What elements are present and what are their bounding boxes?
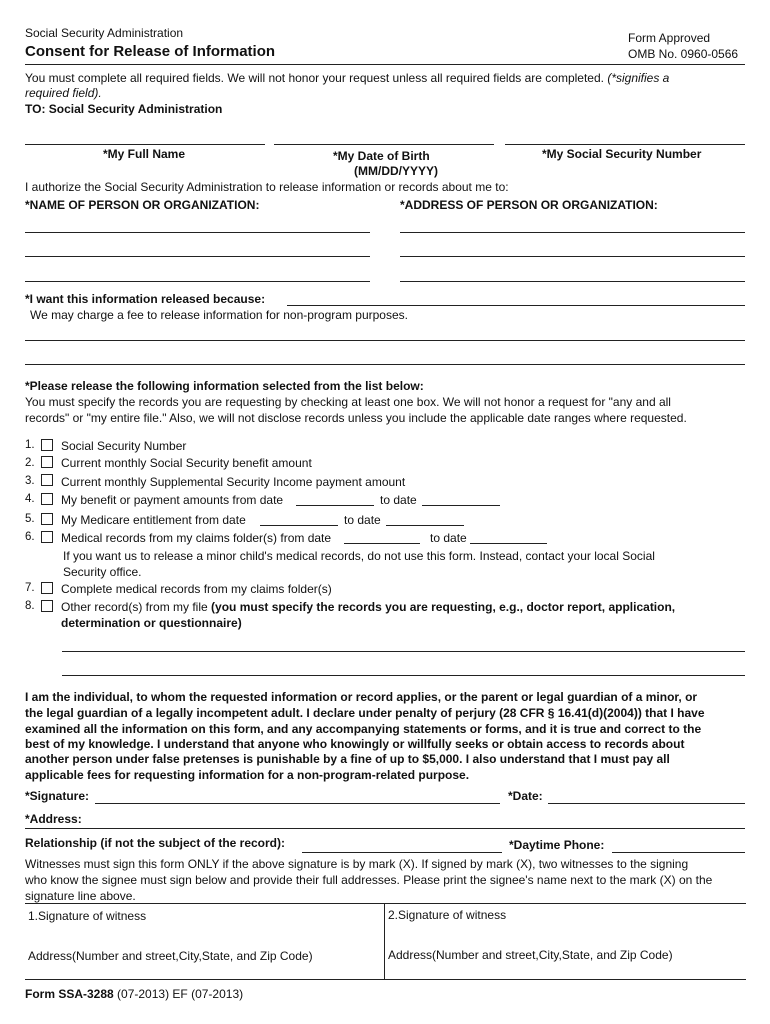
item-label-cont: determination or questionnaire) bbox=[61, 616, 242, 630]
witness-note-2: who know the signee must sign below and provide their full addresses. Please print the signee's name next to the mark (X) on the bbox=[25, 873, 713, 887]
item-label: Current monthly Supplemental Security Income payment amount bbox=[61, 475, 406, 489]
required-note: required field). bbox=[25, 86, 102, 100]
relationship-field[interactable] bbox=[302, 852, 502, 853]
witness-2-address[interactable]: Address(Number and street,City,State, and Zip Code) bbox=[388, 948, 673, 962]
recipient-address-field-1[interactable] bbox=[400, 232, 745, 233]
item-number: 7. bbox=[25, 582, 35, 594]
item-number: 3. bbox=[25, 475, 35, 487]
signature-label: *Signature: bbox=[25, 789, 90, 803]
signature-field[interactable] bbox=[95, 803, 500, 804]
form-footer: Form SSA-3288 (07-2013) EF (07-2013) bbox=[25, 987, 244, 1001]
agency-name: Social Security Administration bbox=[25, 26, 184, 40]
minor-note-2: Security office. bbox=[63, 565, 142, 579]
other-records-field-1[interactable] bbox=[62, 651, 745, 652]
address-field[interactable] bbox=[25, 828, 745, 829]
witness-1-signature[interactable]: 1.Signature of witness bbox=[28, 909, 147, 923]
declaration-line: applicable fees for requesting information for a non-program-related purpose. bbox=[25, 768, 470, 782]
recipient-address-label: *ADDRESS OF PERSON OR ORGANIZATION: bbox=[400, 198, 658, 212]
checkbox-ssi-payment[interactable] bbox=[41, 474, 53, 486]
recipient-address-field-2[interactable] bbox=[400, 256, 745, 257]
dob-field[interactable] bbox=[274, 144, 494, 145]
phone-label: *Daytime Phone: bbox=[509, 838, 605, 852]
witness-1-address[interactable]: Address(Number and street,City,State, and Zip Code) bbox=[28, 949, 313, 963]
declaration-line: the legal guardian of a legally incompetent adult. I declare under penalty of perjury (28 CFR § 16.41(d)(2004)) that I have bbox=[25, 706, 705, 720]
reason-label: *I want this information released because: bbox=[25, 292, 266, 306]
release-instructions-2: records" or "my entire file." Also, we will not disclose records unless you include the applicable date ranges where requested. bbox=[25, 411, 687, 425]
date-label: *Date: bbox=[508, 789, 543, 803]
witness-divider bbox=[384, 904, 385, 979]
reason-field-2[interactable] bbox=[25, 340, 745, 341]
item-label: Social Security Number bbox=[61, 439, 187, 453]
dob-format: (MM/DD/YYYY) bbox=[354, 164, 438, 178]
item-label: Other record(s) from my file (you must specify the records you are requesting, e.g., doctor report, application, bbox=[61, 600, 676, 614]
form-title: Consent for Release of Information bbox=[25, 43, 276, 60]
witness-2-signature[interactable]: 2.Signature of witness bbox=[388, 908, 507, 922]
authorize-text: I authorize the Social Security Administration to release information or records about me to: bbox=[25, 180, 509, 194]
declaration-line: another person under false pretenses is punishable by a fine of up to $5,000. I also understand that I must pay all bbox=[25, 752, 670, 766]
minor-note-1: If you want us to release a minor child's medical records, do not use this form. Instead, contact your local Social bbox=[63, 549, 655, 563]
fee-note: We may charge a fee to release information for non-program purposes. bbox=[30, 308, 408, 322]
release-instructions-1: You must specify the records you are requesting by checking at least one box. We will not honor a request for "any and all bbox=[25, 395, 671, 409]
benefit-to-date-field[interactable] bbox=[422, 505, 500, 506]
item-label: Current monthly Social Security benefit amount bbox=[61, 456, 312, 470]
medicare-to-date-field[interactable] bbox=[386, 525, 464, 526]
to-date-label: to date bbox=[430, 531, 467, 545]
medical-from-date-field[interactable] bbox=[344, 543, 420, 544]
full-name-field[interactable] bbox=[25, 144, 265, 145]
medical-to-date-field[interactable] bbox=[470, 543, 547, 544]
date-field[interactable] bbox=[548, 803, 745, 804]
item-number: 1. bbox=[25, 439, 35, 451]
checkbox-ss-benefit[interactable] bbox=[41, 456, 53, 468]
omb-number: OMB No. 0960-0566 bbox=[628, 47, 739, 61]
address-label: *Address: bbox=[25, 812, 82, 826]
witness-note-1: Witnesses must sign this form ONLY if the above signature is by mark (X). If signed by mark (X), two witnesses to the signing bbox=[25, 857, 689, 871]
declaration-line: I am the individual, to whom the requested information or record applies, or the parent or legal guardian of a minor, or bbox=[25, 690, 698, 704]
header-rule bbox=[25, 64, 745, 65]
relationship-label: Relationship (if not the subject of the record): bbox=[25, 836, 286, 850]
item-label: My Medicare entitlement from date bbox=[61, 513, 246, 527]
required-fields-text: You must complete all required fields. We will not honor your request unless all required fields are completed. (*signifies a bbox=[25, 71, 670, 85]
item-number: 4. bbox=[25, 493, 35, 505]
item-label: My benefit or payment amounts from date bbox=[61, 493, 284, 507]
checkbox-benefit-amounts[interactable] bbox=[41, 493, 53, 505]
declaration-line: examined all the information on this form, and any accompanying statements or forms, and it is true and correct to the bbox=[25, 722, 702, 736]
form-approved: Form Approved bbox=[628, 31, 711, 45]
benefit-from-date-field[interactable] bbox=[296, 505, 374, 506]
full-name-label: *My Full Name bbox=[103, 147, 186, 161]
recipient-name-label: *NAME OF PERSON OR ORGANIZATION: bbox=[25, 198, 260, 212]
checkbox-complete-medical[interactable] bbox=[41, 582, 53, 594]
ssn-field[interactable] bbox=[505, 144, 745, 145]
item-label: Medical records from my claims folder(s) from date bbox=[61, 531, 332, 545]
to-date-label: to date bbox=[380, 493, 417, 507]
ssn-label: *My Social Security Number bbox=[542, 147, 702, 161]
checkbox-ssn[interactable] bbox=[41, 439, 53, 451]
medicare-from-date-field[interactable] bbox=[260, 525, 338, 526]
recipient-name-field-1[interactable] bbox=[25, 232, 370, 233]
recipient-name-field-3[interactable] bbox=[25, 281, 370, 282]
item-number: 8. bbox=[25, 600, 35, 612]
checkbox-medical-records[interactable] bbox=[41, 531, 53, 543]
reason-field-3[interactable] bbox=[25, 364, 745, 365]
to-date-label: to date bbox=[344, 513, 381, 527]
reason-field-1[interactable] bbox=[287, 305, 745, 306]
recipient-address-field-3[interactable] bbox=[400, 281, 745, 282]
item-number: 6. bbox=[25, 531, 35, 543]
to-line: TO: Social Security Administration bbox=[25, 102, 223, 116]
release-heading: *Please release the following information selected from the list below: bbox=[25, 379, 424, 393]
checkbox-medicare[interactable] bbox=[41, 513, 53, 525]
declaration-line: best of my knowledge. I understand that anyone who knowingly or willfully seeks or obtain access to records about bbox=[25, 737, 685, 751]
item-number: 2. bbox=[25, 457, 35, 469]
item-number: 5. bbox=[25, 513, 35, 525]
other-records-field-2[interactable] bbox=[62, 675, 745, 676]
recipient-name-field-2[interactable] bbox=[25, 256, 370, 257]
item-label: Complete medical records from my claims folder(s) bbox=[61, 582, 332, 596]
checkbox-other-records[interactable] bbox=[41, 600, 53, 612]
witness-note-3: signature line above. bbox=[25, 889, 136, 903]
phone-field[interactable] bbox=[612, 852, 745, 853]
dob-label: *My Date of Birth bbox=[333, 149, 430, 163]
